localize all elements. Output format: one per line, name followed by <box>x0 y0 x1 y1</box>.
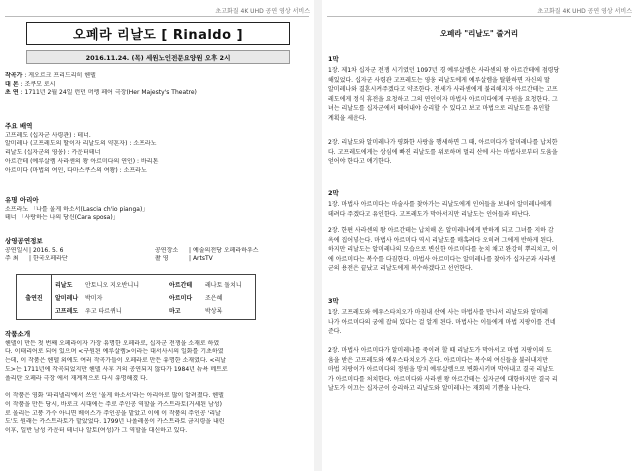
intro-heading: 작품소개 <box>5 330 31 338</box>
left-page <box>0 0 314 471</box>
roles-section <box>5 122 309 175</box>
aria-item: 소프라노 「나를 울게 하소서(Lascia ch'io pianga)」 <box>5 205 149 213</box>
cast-label: 출연진 <box>17 275 52 319</box>
credit-composer: 작곡가 : 게오르크 프리드리히 헨델 <box>5 72 96 79</box>
role-item: 알미레나 (고프레도의 딸이자 리날도의 약혼자) : 소프라노 <box>5 140 157 148</box>
roles-heading: 주요 배역 <box>5 122 33 130</box>
intro-line: 이 작품을 만든 당시, 바로크 시대에는 주로 주인공 역할을 카스트라토(거세된 남성) <box>5 400 222 408</box>
cast-row: 고프레도 우고 타르퀴니 마고 박상록 <box>55 307 223 315</box>
synopsis-title: 오페라 "리날도" 줄거리 <box>439 29 519 38</box>
intro-line: 폴리탄 오페라 극장 에서 재계적으로 다시 유명해졌 다. <box>5 374 148 382</box>
performance-date: 2016.11.24. (목) 세원노인전문요양원 오후 2시 <box>26 50 290 64</box>
cast-table <box>16 274 256 320</box>
header-divider <box>327 16 631 17</box>
credits-section <box>5 72 309 98</box>
intro-line: 로 올리는 고풍 가수 아니면 베이스가 주인공을 맡았고 이에 이 작품의 주인공 '리날 <box>5 409 221 417</box>
synopsis-paragraph: 1장. 고프레도와 예우스타치오가 마침내 산에 사는 마법사를 만나서 리날도와 알미레 나가 아르미다의 궁에 잡혀 있다는 걸 알게 된다. 마법사는 이들에게 마법 지팡이를 건네 준다. <box>328 309 556 336</box>
right-page <box>322 0 636 471</box>
intro-line: 다. 이태리어로 되어 있으며 <구원된 예루살렘>이라는 대서사시의 일화를 기초하였 <box>5 348 224 356</box>
cast-row: 알미레나 박미자 아르미다 조은혜 <box>55 294 223 302</box>
cast-row: 리날도 안토니오 지오반니니 아르간테 레나토 돌치니 <box>55 281 242 289</box>
role-item: 아르미다 (마법의 여인, 다마스쿠스의 여왕) : 소프라노 <box>5 166 147 174</box>
role-item: 리날도 (십자군의 영웅) : 카운터테너 <box>5 149 101 157</box>
intro-line: 헨델이 만든 첫 번째 오페라이자 가장 유명한 오페라로, 십자군 전쟁을 소재로 하였 <box>5 339 220 347</box>
synopsis-paragraph: 1장. 마법사 아르미다는 마술사를 찾아가는 리날도에게 인어들을 보내어 알미레나에게 데려다 주겠다고 유인한다. 고프레도가 막아서지만 리날도는 인어들과 떠난다. <box>328 201 552 218</box>
act-label: 2막 <box>328 189 339 197</box>
intro-line: 이 작품은 영화 '파리넬리'에서 쓰인 '울게 하소서'라는 아리아로 많이 알려졌다. 헨델 <box>5 392 224 400</box>
opera-title: 오페라 리날도 [ Rinaldo ] <box>26 22 290 45</box>
credit-premiere: 초 연 : 1711년 2월 24일 런던 머렝 페어 극장(Her Majesty's Theatre) <box>5 89 197 97</box>
info-row: 주 최 | 한국오페라단 촬 영 | ArtsTV <box>5 255 213 263</box>
role-item: 고프레도 (십자군 사령관) : 테너. <box>5 131 91 139</box>
page-gutter <box>314 0 322 471</box>
info-row: 공연일시| 2016. 5. 6 공연장소 | 예술의전당 오페라하우스 <box>5 246 259 254</box>
arias-section <box>5 196 309 223</box>
act-label: 1막 <box>328 55 339 63</box>
synopsis-paragraph: 2장. 리날도와 알미레나가 평화한 사랑을 행세하면 그 때, 아르미다가 알미레나를 납치한 다. 고프레도에게는 상심에 빠진 리날도를 위로하며 멀리 산에 사는 마법사로부터 도움을 얻어야 한다고 얘기한다. <box>328 139 558 166</box>
synopsis-paragraph: 1장. 제1차 십자군 전쟁 시기였던 1097년 경 예루살렘은 사라센의 왕 아르간테에 점령당 해있었다. 십자군 사령관 고프레도는 영웅 리날도에게 예루살렘을 탈환하면 자신의 딸 알미레나와 결혼시켜주겠다고 약조한다. 전세가 사라센에게 불리해지자 아르간테는 고프 레도에게 정식 휴전을 요청하고 그의 연인이자 마법사 아르미다에게 구원을 요청한다. 그 녀는 리날도를 십자군에서 떼어내야 승리할 수 있다고 보고 마법으로 리날도를 유인할 계획을 세운다. <box>328 67 560 122</box>
synopsis-paragraph: 2장. 마법사 아르미다가 알미레나를 죽이려 할 때 리날도가 막아서고 마법 지팡이의 도 움을 받은 고프레도와 예우스타치오가 온다. 아르미다는 복수의 여신들을 불러내지만 마법 지팡이가 아르미다의 정원을 망치 예루살렘으로 변화시키며 막아내고 결국 리날도 가 아르미다를 처치한다. 아르미다와 사라센 왕 아르간테는 십자군에 대항하지만 결국 리 날도가 이끄는 십자군이 승리하고 리날도와 알미레나는 재회의 기쁨을 나눈다. <box>328 347 558 393</box>
intro-line: 도'도 원래는 카스트라토가 맡았었다. 1799년 나폴레옹이 카스트라토 금지령을 내린 <box>5 418 225 426</box>
intro-line: 는데, 이 작품은 헨델 외에도 여러 작곡가들이 오페라로 만든 유명한 소재였다. <리날 <box>5 357 227 365</box>
header-divider <box>5 16 309 17</box>
info-heading: 상영공연정보 <box>5 237 43 245</box>
intro-section <box>5 330 309 436</box>
role-item: 아르간테 (예루살렘 사라센의 왕 아르미다의 연인) : 바리톤 <box>5 157 159 165</box>
page-header: 초고화질 4K UHD 공연 영상 서비스 <box>215 8 310 15</box>
aria-item: 테너 「사랑하는 나의 당신(Cara sposa)」 <box>5 214 119 222</box>
intro-line: 이후, 일반 남성 카운터 테너나 알토(여성)가 그 역할을 대신하고 있다. <box>5 427 188 435</box>
act-label: 3막 <box>328 297 339 305</box>
intro-line: 도>는 1711년에 작곡되었지만 헨델 사후 거의 공연되지 않다가 1984년 뉴욕 메트로 <box>5 365 228 373</box>
credit-libretto: 대 본 : 조쿠모 로시 <box>5 80 56 88</box>
arias-heading: 유명 아리아 <box>5 196 39 204</box>
synopsis-paragraph: 2장. 한편 사라센의 왕 아르간테는 납치해 온 알미레나에게 반하게 되고 그녀를 지하 감 옥에 집어넣는다. 마법사 아르미다 역시 리날도를 매혹려다 오히려 그에게 반하게 된다. 하지만 리날도는 알미레나의 모습으로 변신한 아르미다를 눈치 채고 완강히 뿌리치고, 이 에 아르미다는 복수를 다짐한다. 마법사 아르미다는 알미레나를 찾아가 십자군과 사라센 군의 용전은 끝났고 리날도에게 복수하겠다고 선언한다. <box>328 227 558 273</box>
page-header: 초고화질 4K UHD 공연 영상 서비스 <box>537 8 632 15</box>
info-section <box>5 237 309 264</box>
